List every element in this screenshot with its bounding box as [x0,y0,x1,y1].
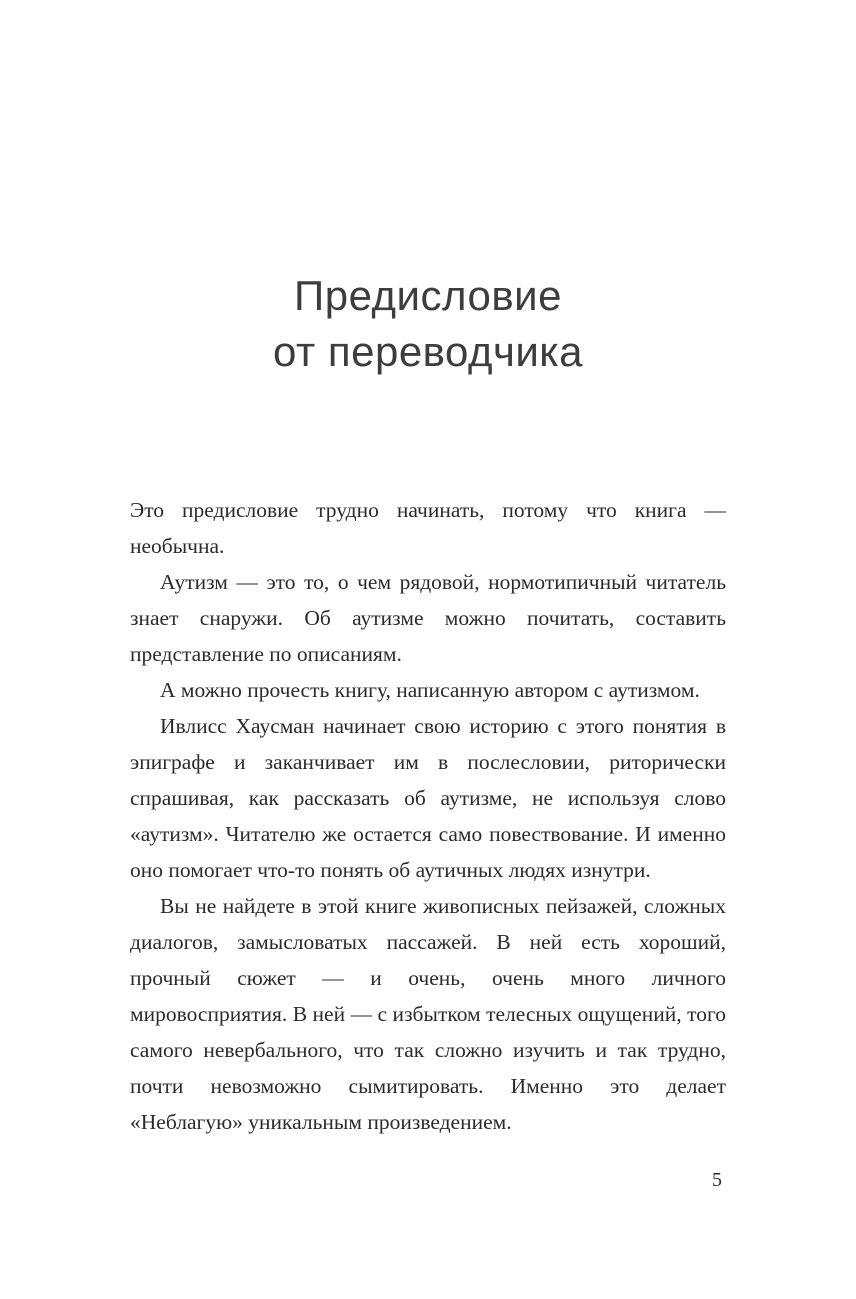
body-text [130,492,726,1140]
paragraph: Аутизм — это то, о чем рядовой, нормотипичный читатель знает снаружи. Об аутизме можно почитать, составить представление по описаниям. [130,570,726,666]
paragraph: Вы не найдете в этой книге живописных пейзажей, сложных диалогов, замысловатых пассажей. В ней есть хороший, прочный сюжет — и очень, очень много личного мировосприятия. В ней — с избытком телесных ощущений, того самого невербального, что так сложно изучить и так трудно, почти невозможно сымитировать. Именно это делает «Неблагую» уникальным произведением. [130,894,726,1134]
chapter-title [0,268,856,380]
paragraph: А можно прочесть книгу, написанную автором с аутизмом. [160,678,700,702]
paragraph: Это предисловие трудно начинать, потому что книга — необычна. [130,498,726,558]
paragraph: Ивлисс Хаусман начинает свою историю с этого понятия в эпиграфе и заканчивает им в послесловии, риторически спрашивая, как рассказать об аутизме, не используя слово «аутизм». Читателю же остается само повествование. И именно оно помогает что-то понять об аутичных людях изнутри. [130,714,726,882]
page-number: 5 [712,1169,722,1191]
chapter-title-line-1: Предисловие [294,272,562,319]
chapter-title-line-2: от переводчика [273,328,583,375]
